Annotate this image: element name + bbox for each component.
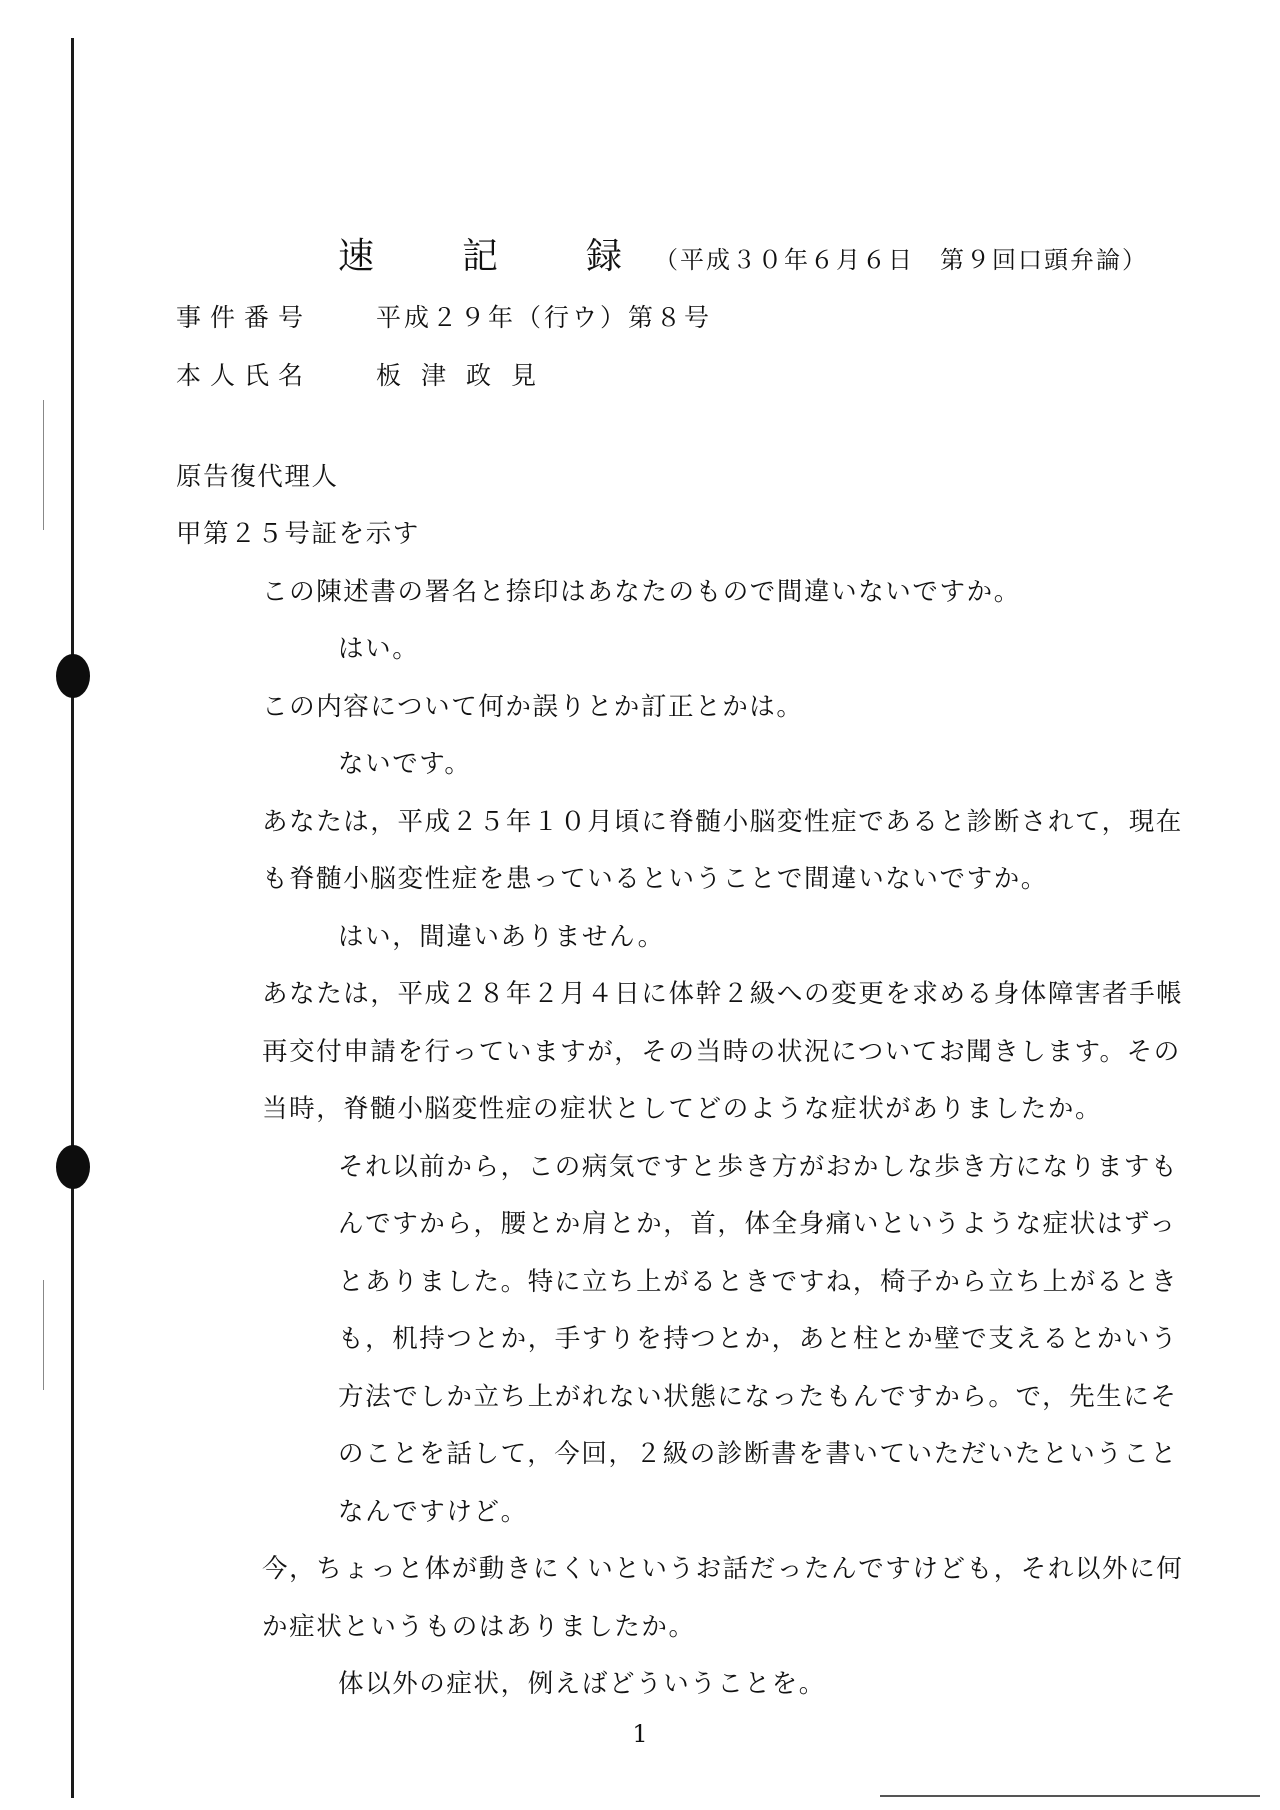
answer-line: 体以外の症状，例えばどういうことを。 — [338, 1669, 826, 1699]
document-title-row — [338, 228, 1238, 278]
person-name-label: 本人氏名 — [176, 361, 313, 390]
case-number-value: 平成２９年（行ウ）第８号 — [376, 303, 713, 332]
binding-margin-line — [71, 38, 74, 1798]
question-line: この陳述書の署名と捺印はあなたのもので間違いないですか。 — [262, 577, 1021, 607]
question-line: 今，ちょっと体が動きにくいというお話だったんですけども，それ以外に何 — [262, 1554, 1184, 1584]
case-number-label: 事件番号 — [176, 303, 313, 332]
answer-line: 方法でしか立ち上がれない状態になったもんですから。で，先生にそ — [338, 1382, 1178, 1412]
answer-line: ないです。 — [338, 749, 472, 779]
question-line: 当時，脊髄小脳変性症の症状としてどのような症状がありましたか。 — [262, 1094, 1103, 1124]
punch-hole-bottom — [56, 1145, 90, 1189]
case-number-row — [176, 298, 712, 334]
question-line: あなたは，平成２５年１０月頃に脊髄小脳変性症であると診断されて，現在 — [262, 807, 1183, 837]
document-title-hearing-date: （平成３０年６月６日 第９回口頭弁論） — [654, 246, 1149, 274]
exhibit-note: 甲第２５号証を示す — [176, 519, 420, 549]
punch-hole-top — [56, 654, 90, 698]
scan-mark — [43, 400, 44, 530]
answer-line: とありました。特に立ち上がるときですね，椅子から立ち上がるとき — [338, 1267, 1179, 1297]
person-name-row — [176, 356, 556, 392]
page-number: 1 — [632, 1720, 648, 1748]
question-line: も脊髄小脳変性症を患っているということで間違いないですか。 — [262, 864, 1048, 894]
answer-line: のことを話して，今回，２級の診断書を書いていただいたということ — [338, 1439, 1178, 1469]
question-line: この内容について何か誤りとか訂正とかは。 — [262, 692, 804, 722]
answer-line: はい，間違いありません。 — [338, 922, 665, 952]
question-line: か症状というものはありましたか。 — [262, 1612, 696, 1642]
answer-line: それ以前から，この病気ですと歩き方がおかしな歩き方になりますも — [338, 1152, 1179, 1182]
question-line: 再交付申請を行っていますが，その当時の状況についてお聞きします。その — [262, 1037, 1181, 1067]
question-line: あなたは，平成２８年２月４日に体幹２級への変更を求める身体障害者手帳 — [262, 979, 1184, 1009]
scan-mark — [43, 1280, 44, 1390]
speaker-label: 原告復代理人 — [176, 462, 339, 492]
answer-line: はい。 — [338, 634, 420, 664]
person-name-value: 板津政見 — [376, 361, 557, 390]
document-title: 速 記 録 — [338, 236, 649, 277]
footer-rule — [880, 1795, 1260, 1797]
answer-line: んですから，腰とか肩とか，首，体全身痛いというような症状はずっ — [338, 1209, 1177, 1239]
answer-line: なんですけど。 — [338, 1497, 528, 1527]
answer-line: も，机持つとか，手すりを持つとか，あと柱とか壁で支えるとかいう — [338, 1324, 1179, 1354]
